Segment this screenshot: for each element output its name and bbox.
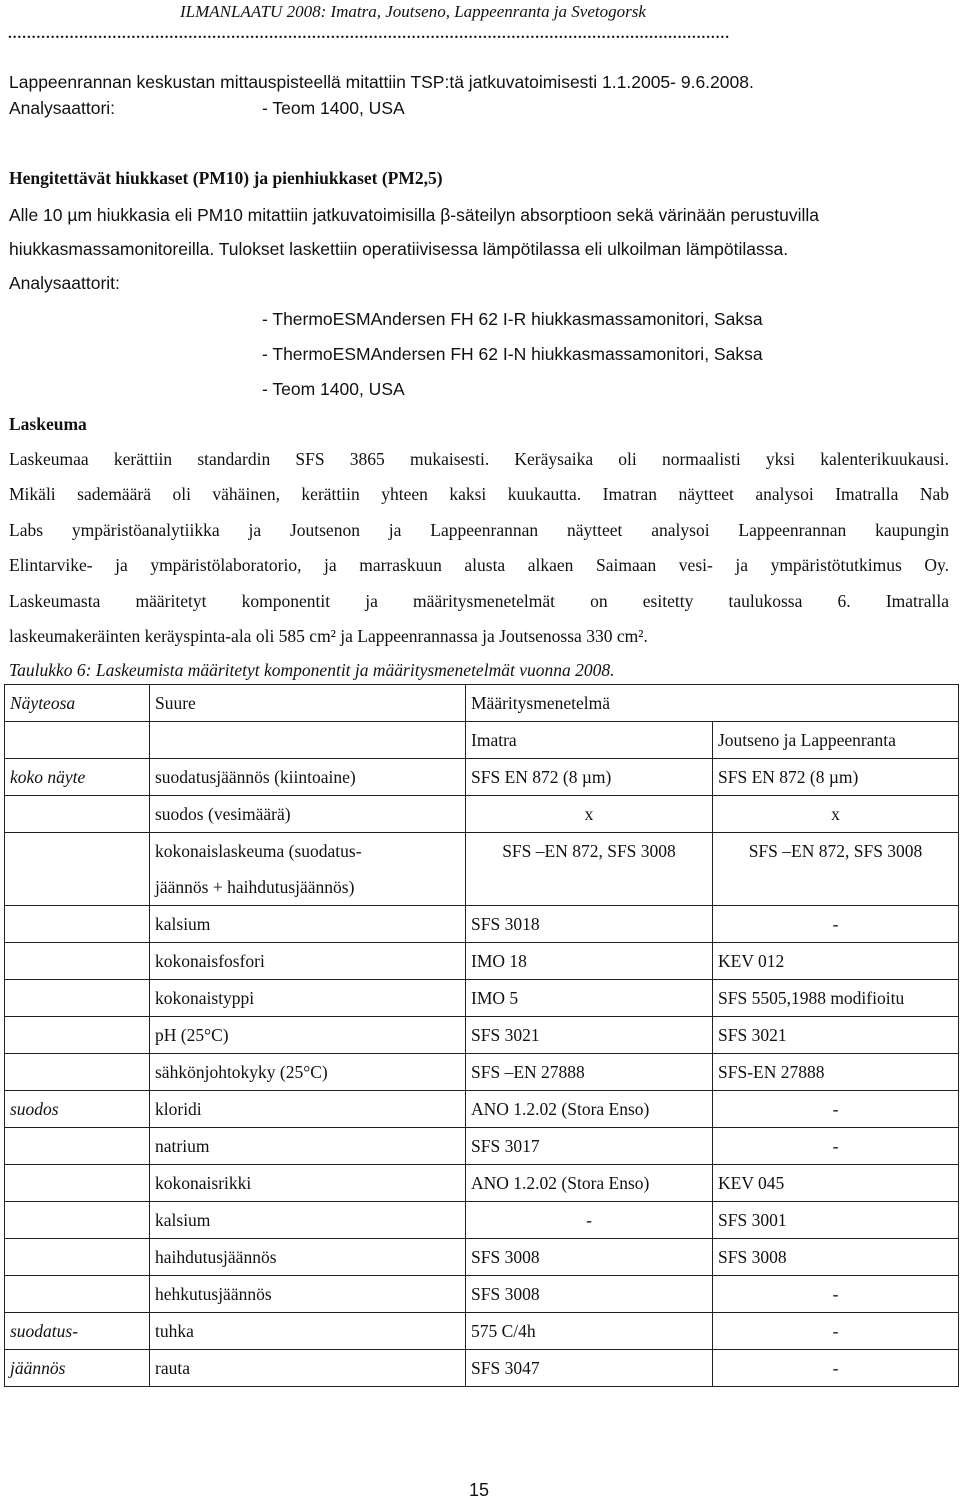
pm-analysers-label: Analysaattorit: (9, 273, 120, 293)
cell-joutseno: KEV 012 (713, 943, 959, 980)
header-method: Määritysmenetelmä (466, 685, 959, 722)
header-quantity: Suure (150, 685, 466, 722)
cell-quantity: kalsium (150, 906, 466, 943)
cell-imatra: - (466, 1202, 713, 1239)
cell-part (5, 1202, 150, 1239)
pm-analyser-3: - Teom 1400, USA (262, 379, 405, 399)
table-row (5, 1313, 959, 1350)
cell-imatra: ANO 1.2.02 (Stora Enso) (466, 1091, 713, 1128)
table-row (5, 943, 959, 980)
cell-quantity: suodos (vesimäärä) (150, 796, 466, 833)
cell-joutseno: SFS-EN 27888 (713, 1054, 959, 1091)
cell-joutseno: - (713, 906, 959, 943)
cell-quantity: suodatusjäännös (kiintoaine) (150, 759, 466, 796)
cell-quantity: tuhka (150, 1313, 466, 1350)
cell-quantity-line-2: jäännös + haihdutusjäännös) (155, 877, 355, 897)
cell-imatra: SFS –EN 27888 (466, 1054, 713, 1091)
table-caption: Taulukko 6: Laskeumista määritetyt komponentit ja määritysmenetelmät vuonna 2008. (9, 660, 615, 680)
cell-joutseno: SFS 3008 (713, 1239, 959, 1276)
cell-part (5, 1017, 150, 1054)
cell-joutseno: SFS EN 872 (8 µm) (713, 759, 959, 796)
pm-heading: Hengitettävät hiukkaset (PM10) ja pienhiukkaset (PM2,5) (9, 168, 443, 188)
table-row (5, 1350, 959, 1387)
header-joutseno: Joutseno ja Lappeenranta (713, 722, 959, 759)
header-sample-part: Näyteosa (5, 685, 150, 722)
cell-imatra: SFS 3047 (466, 1350, 713, 1387)
cell-quantity: haihdutusjäännös (150, 1239, 466, 1276)
cell-joutseno: SFS –EN 872, SFS 3008 (713, 833, 959, 906)
cell-part (5, 943, 150, 980)
laskeuma-line-6: laskeumakeräinten keräyspinta-ala oli 585 cm² ja Lappeenrannassa ja Joutsenossa 330 cm². (9, 626, 648, 646)
cell-imatra: SFS 3008 (466, 1276, 713, 1313)
cell-part (5, 1276, 150, 1313)
table-header-row (5, 685, 959, 722)
cell-part (5, 833, 150, 906)
cell-joutseno: SFS 3021 (713, 1017, 959, 1054)
cell-imatra: SFS 3021 (466, 1017, 713, 1054)
cell-quantity: kokonaisrikki (150, 1165, 466, 1202)
cell-joutseno: KEV 045 (713, 1165, 959, 1202)
running-header: ILMANLAATU 2008: Imatra, Joutseno, Lappeenranta ja Svetogorsk (180, 2, 646, 21)
cell-quantity: rauta (150, 1350, 466, 1387)
cell-quantity: hehkutusjäännös (150, 1276, 466, 1313)
table-row (5, 1202, 959, 1239)
laskeuma-line-5: Laskeumasta määritetyt komponentit ja määritysmenetelmät on esitetty taulukossa 6. Imatralla (9, 591, 949, 611)
laskeuma-line-1: Laskeumaa kerättiin standardin SFS 3865 mukaisesti. Keräysaika oli normaalisti yksi kalenterikuukausi. (9, 449, 949, 469)
cell-quantity: natrium (150, 1128, 466, 1165)
cell-part (5, 1165, 150, 1202)
pm-analyser-1: - ThermoESMAndersen FH 62 I-R hiukkasmassamonitori, Saksa (262, 309, 763, 329)
header-dotted-rule: ........................................................................................................................................................ (8, 26, 730, 42)
cell-part (5, 906, 150, 943)
cell-quantity (150, 833, 466, 906)
table-row (5, 1017, 959, 1054)
pm-analyser-2: - ThermoESMAndersen FH 62 I-N hiukkasmassamonitori, Saksa (262, 344, 763, 364)
tsp-analyser-label: Analysaattori: (9, 98, 116, 118)
tsp-analyser-value: - Teom 1400, USA (262, 98, 405, 118)
pm-text-line-2: hiukkasmassamonitoreilla. Tulokset laskettiin operatiivisessa lämpötilassa eli ulkoilman lämpötilassa. (9, 239, 789, 259)
cell-imatra: SFS –EN 872, SFS 3008 (466, 833, 713, 906)
table-row (5, 759, 959, 796)
cell-part: suodos (5, 1091, 150, 1128)
cell-imatra: IMO 5 (466, 980, 713, 1017)
cell-joutseno: - (713, 1313, 959, 1350)
empty-cell (5, 722, 150, 759)
cell-quantity: pH (25°C) (150, 1017, 466, 1054)
cell-quantity-line-1: kokonaislaskeuma (suodatus- (155, 841, 362, 861)
cell-imatra: x (466, 796, 713, 833)
laskeuma-line-2: Mikäli sademäärä oli vähäinen, kerättiin yhteen kaksi kuukautta. Imatran näytteet analysoi Imatralla Nab (9, 484, 949, 504)
cell-imatra: 575 C/4h (466, 1313, 713, 1350)
table-row (5, 796, 959, 833)
cell-joutseno: SFS 5505,1988 modifioitu (713, 980, 959, 1017)
cell-part: suodatus- (5, 1313, 150, 1350)
header-imatra: Imatra (466, 722, 713, 759)
cell-quantity: kloridi (150, 1091, 466, 1128)
page-number: 15 (469, 1480, 490, 1500)
table-row (5, 906, 959, 943)
cell-imatra: SFS 3018 (466, 906, 713, 943)
cell-quantity: sähkönjohtokyky (25°C) (150, 1054, 466, 1091)
cell-imatra: ANO 1.2.02 (Stora Enso) (466, 1165, 713, 1202)
cell-part: koko näyte (5, 759, 150, 796)
table-row (5, 1239, 959, 1276)
cell-part (5, 1054, 150, 1091)
cell-quantity: kalsium (150, 1202, 466, 1239)
table-row (5, 833, 959, 906)
cell-imatra: IMO 18 (466, 943, 713, 980)
cell-quantity: kokonaistyppi (150, 980, 466, 1017)
cell-joutseno: - (713, 1350, 959, 1387)
laskeuma-heading: Laskeuma (9, 414, 87, 434)
table-row (5, 980, 959, 1017)
empty-cell (150, 722, 466, 759)
cell-joutseno: - (713, 1128, 959, 1165)
laskeuma-line-4: Elintarvike- ja ympäristölaboratorio, ja marraskuun alusta alkaen Saimaan vesi- ja ympäristötutkimus Oy. (9, 555, 949, 575)
cell-imatra: SFS 3017 (466, 1128, 713, 1165)
table-row (5, 1165, 959, 1202)
tsp-intro: Lappeenrannan keskustan mittauspisteellä mitattiin TSP:tä jatkuvatoimisesti 1.1.2005- 9.6.2008. (9, 72, 754, 92)
table-row (5, 1054, 959, 1091)
cell-part (5, 796, 150, 833)
pm-text-line-1: Alle 10 µm hiukkasia eli PM10 mitattiin jatkuvatoimisilla β-säteilyn absorptioon sekä värinään perustuvilla (9, 205, 819, 225)
cell-joutseno: x (713, 796, 959, 833)
table-subheader-row (5, 722, 959, 759)
cell-joutseno: - (713, 1276, 959, 1313)
cell-part (5, 980, 150, 1017)
cell-imatra: SFS 3008 (466, 1239, 713, 1276)
table-row (5, 1276, 959, 1313)
cell-part (5, 1239, 150, 1276)
table-row (5, 1128, 959, 1165)
methods-table (4, 684, 959, 1387)
cell-part (5, 1128, 150, 1165)
cell-imatra: SFS EN 872 (8 µm) (466, 759, 713, 796)
cell-quantity: kokonaisfosfori (150, 943, 466, 980)
cell-joutseno: SFS 3001 (713, 1202, 959, 1239)
laskeuma-line-3: Labs ympäristöanalytiikka ja Joutsenon ja Lappeenrannan näytteet analysoi Lappeenrannan kaupungin (9, 520, 949, 540)
cell-joutseno: - (713, 1091, 959, 1128)
cell-part: jäännös (5, 1350, 150, 1387)
table-row (5, 1091, 959, 1128)
